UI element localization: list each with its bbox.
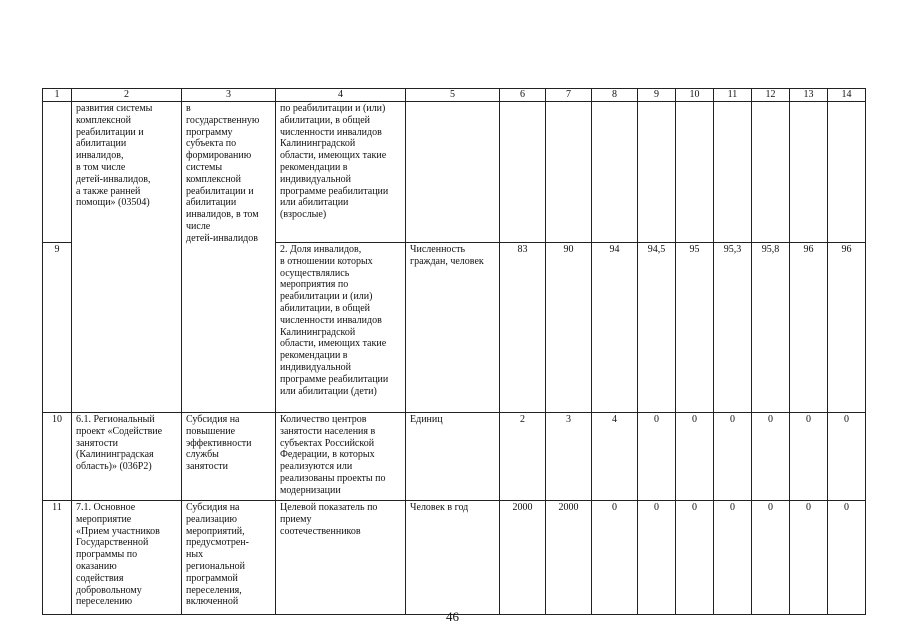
text-line: формированию — [186, 150, 252, 162]
text-line: Единиц — [410, 414, 443, 425]
value-cell: 83 — [500, 243, 546, 413]
text-line: в том числе — [76, 161, 126, 173]
text-line: Человек в год — [410, 502, 469, 513]
column-header-11: 11 — [714, 89, 752, 102]
value-cell: 96 — [790, 243, 828, 413]
indicator-cell — [276, 102, 406, 243]
program-name-cell — [72, 413, 182, 501]
text-line: переселения, — [186, 584, 242, 596]
value-cell: 2 — [500, 413, 546, 501]
unit-cell — [406, 501, 500, 615]
program-name-cell — [72, 102, 182, 413]
column-header-12: 12 — [752, 89, 790, 102]
text-line: числе — [186, 220, 211, 232]
column-header-6: 6 — [500, 89, 546, 102]
text-line: модернизации — [280, 484, 341, 496]
text-line: мероприятие — [76, 513, 132, 525]
text-line: Государственной — [76, 537, 149, 549]
indicators-table — [42, 88, 866, 615]
text-line: «Прием участников — [76, 525, 160, 537]
text-line: рекомендации в — [280, 350, 348, 362]
value-cell: 94 — [592, 243, 638, 413]
text-line: Субсидия на — [186, 414, 240, 425]
unit-cell — [406, 102, 500, 243]
text-line: включенной — [186, 596, 239, 608]
value-cell: 0 — [828, 501, 866, 615]
column-header-10: 10 — [676, 89, 714, 102]
text-line: мероприятия по — [280, 279, 349, 291]
text-line: субъектах Российской — [280, 437, 375, 449]
value-cell: 0 — [714, 413, 752, 501]
text-line: реализуются или — [280, 461, 353, 473]
text-line: занятости населения в — [280, 425, 376, 437]
row-number-cell: 11 — [43, 501, 72, 615]
table-row — [43, 501, 866, 615]
subsidy-cell — [182, 501, 276, 615]
subsidy-cell — [182, 413, 276, 501]
value-cell: 0 — [790, 413, 828, 501]
value-cell: 0 — [676, 413, 714, 501]
column-header-9: 9 — [638, 89, 676, 102]
text-line: комплексной — [186, 173, 242, 185]
value-cell: 0 — [752, 501, 790, 615]
text-line: осуществлялись — [280, 267, 350, 279]
text-line: Субсидия на — [186, 502, 240, 513]
text-line: программе реабилитации — [280, 185, 389, 197]
text-line: детей-инвалидов, — [76, 173, 151, 185]
text-line: численности инвалидов — [280, 126, 382, 138]
program-name-cell — [72, 501, 182, 615]
value-cell: 0 — [752, 413, 790, 501]
unit-cell — [406, 413, 500, 501]
page-number: 46 — [446, 609, 459, 624]
text-line: занятости — [76, 437, 118, 449]
row-number-cell: 10 — [43, 413, 72, 501]
column-header-2: 2 — [72, 89, 182, 102]
value-cell: 0 — [638, 501, 676, 615]
row-number-cell: 9 — [43, 243, 72, 413]
text-line: программе реабилитации — [280, 373, 389, 385]
text-line: Целевой показатель по — [280, 502, 378, 513]
text-line: развития системы — [76, 103, 153, 114]
text-line: абилитации, в общей — [280, 302, 371, 314]
text-line: или абилитации — [280, 197, 349, 209]
text-line: помощи» (03504) — [76, 197, 150, 209]
column-header-8: 8 — [592, 89, 638, 102]
text-line: оказанию — [76, 560, 117, 572]
text-line: (взрослые) — [280, 209, 327, 221]
value-cell: 0 — [592, 501, 638, 615]
text-line: Федерации, в которых — [280, 449, 375, 461]
text-line: детей-инвалидов — [186, 232, 258, 244]
header-row — [43, 89, 866, 102]
text-line: занятости — [186, 461, 228, 473]
text-line: реабилитации и — [186, 185, 254, 197]
text-line: добровольному — [76, 584, 142, 596]
text-line: области, имеющих такие — [280, 150, 387, 162]
value-cell: 0 — [714, 501, 752, 615]
text-line: Калининградской — [280, 326, 356, 338]
text-line: граждан, человек — [410, 255, 484, 267]
value-cell: 95 — [676, 243, 714, 413]
text-line: а также ранней — [76, 185, 141, 197]
text-line: 7.1. Основное — [76, 502, 136, 513]
text-line: приему — [280, 513, 312, 525]
text-line: реализованы проекты по — [280, 472, 386, 484]
text-line: инвалидов, — [76, 150, 124, 162]
column-header-7: 7 — [546, 89, 592, 102]
text-line: или абилитации (дети) — [280, 385, 377, 397]
text-line: субъекта по — [186, 138, 237, 150]
text-line: в — [186, 103, 191, 114]
text-line: повышение — [186, 425, 236, 437]
column-header-13: 13 — [790, 89, 828, 102]
text-line: региональной — [186, 560, 246, 572]
value-cell: 0 — [676, 501, 714, 615]
text-line: Калининградской — [280, 138, 356, 150]
text-line: государственную — [186, 114, 260, 126]
text-line: абилитации, в общей — [280, 114, 371, 126]
value-cell: 95,3 — [714, 243, 752, 413]
text-line: реабилитации и (или) — [280, 291, 373, 303]
indicator-cell — [276, 501, 406, 615]
subsidy-cell — [182, 102, 276, 413]
text-line: индивидуальной — [280, 361, 351, 373]
text-line: содействия — [76, 572, 124, 584]
value-cell: 95,8 — [752, 243, 790, 413]
text-line: Количество центров — [280, 414, 367, 425]
text-line: реализацию — [186, 513, 237, 525]
text-line: 2. Доля инвалидов, — [280, 244, 362, 255]
column-header-3: 3 — [182, 89, 276, 102]
text-line: программой — [186, 572, 238, 584]
value-cell: 3 — [546, 413, 592, 501]
text-line: абилитации — [186, 197, 237, 209]
text-line: проект «Содействие — [76, 425, 163, 437]
text-line: область)» (036P2) — [76, 461, 152, 473]
indicator-cell — [276, 243, 406, 413]
table-row — [43, 102, 866, 243]
column-header-4: 4 — [276, 89, 406, 102]
column-header-14: 14 — [828, 89, 866, 102]
text-line: индивидуальной — [280, 173, 351, 185]
table-row — [43, 413, 866, 501]
text-line: программу — [186, 126, 233, 138]
text-line: численности инвалидов — [280, 314, 382, 326]
text-line: службы — [186, 449, 219, 461]
text-line: Численность — [410, 244, 466, 255]
text-line: эффективности — [186, 437, 252, 449]
text-line: рекомендации в — [280, 161, 348, 173]
value-cell: 0 — [828, 413, 866, 501]
value-cell: 2000 — [546, 501, 592, 615]
text-line: инвалидов, в том — [186, 209, 259, 221]
text-line: реабилитации и — [76, 126, 144, 138]
value-cell: 0 — [790, 501, 828, 615]
text-line: 6.1. Региональный — [76, 414, 155, 425]
text-line: системы — [186, 161, 223, 173]
value-cell: 94,5 — [638, 243, 676, 413]
text-line: комплексной — [76, 114, 132, 126]
row-number-cell — [43, 102, 72, 243]
text-line: (Калининградская — [76, 449, 154, 461]
unit-cell — [406, 243, 500, 413]
text-line: абилитации — [76, 138, 127, 150]
text-line: предусмотрен- — [186, 537, 249, 549]
value-cell: 90 — [546, 243, 592, 413]
indicator-cell — [276, 413, 406, 501]
text-line: соотечественников — [280, 525, 361, 537]
value-cell: 0 — [638, 413, 676, 501]
value-cell: 4 — [592, 413, 638, 501]
text-line: мероприятий, — [186, 525, 245, 537]
text-line: ных — [186, 549, 204, 561]
text-line: по реабилитации и (или) — [280, 103, 386, 114]
text-line: программы по — [76, 549, 138, 561]
column-header-1: 1 — [43, 89, 72, 102]
value-cell: 2000 — [500, 501, 546, 615]
text-line: области, имеющих такие — [280, 338, 387, 350]
text-line: в отношении которых — [280, 255, 373, 267]
text-line: переселению — [76, 596, 133, 608]
value-cell: 96 — [828, 243, 866, 413]
column-header-5: 5 — [406, 89, 500, 102]
